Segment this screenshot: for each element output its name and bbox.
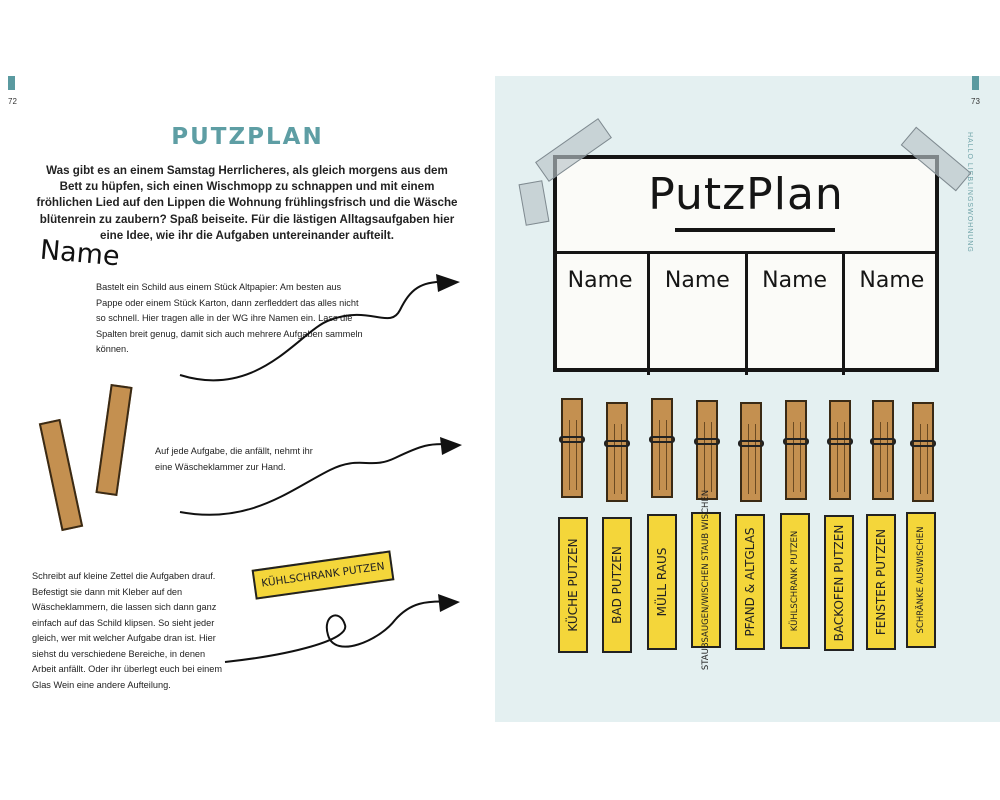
task-slip-label: STAUBSAUGEN/WISCHEN STAUB WISCHEN [701,489,711,671]
task-slip [735,514,765,650]
page-number-right: 73 [971,97,980,106]
task-slip-label: MÜLL RAUS [655,547,669,617]
clothespin [606,402,628,502]
clothespin [785,400,807,500]
column-name-label: Name [567,268,633,293]
task-slip [906,512,936,648]
intro-text: Was gibt es an einem Samstag Herrlicheres, als gleich morgens aus dem Bett zu hüpfen, sich einen Wischmopp zu schnappen und mit einem fröhlichen Lied auf den Lippen die Wohnung frühlingsfrisch und die Wäsche blütenrein zu zaubern? Spaß beiseite. Für die lästigen Alltagsaufgaben hier eine Idee, wie ihr die Aufgaben untereinander aufteilt. [36,164,458,242]
task-slip [866,514,896,650]
task-slip-label: FENSTER PUTZEN [874,528,888,636]
clothespin [829,400,851,500]
clothespin [561,398,583,498]
hand-lettered-name: Name [38,234,121,273]
board-column [845,254,939,375]
putzplan-board [553,155,939,372]
clothespin [912,402,934,502]
step-2-text: Auf jede Aufgabe, die anfällt, nehmt ihr eine Wäscheklammer zur Hand. [155,446,313,472]
column-name-label: Name [762,268,828,293]
board-column [650,254,747,375]
step-1-text: Bastelt ein Schild aus einem Stück Altpapier: Am besten aus Pappe oder einem Stück Karton, dann zerfleddert das alles nicht so schnell. Hier tragen alle in der WG ihre Namen ein. Lass die Spalten breit genug, damit sich auch mehrere Aufgaben sammeln können. [96,282,363,354]
step-3-text: Schreibt auf kleine Zettel die Aufgaben drauf. Befestigt sie dann mit Kleber auf den Wäscheklammern, die lassen sich dann ganz einfach auf das Schild klipsen. So sieht jeder gleich, wer mit welcher Aufgabe dran ist. Hier siehst du verschiedene Bereiche, in denen Arbeit anfällt. Oder ihr überlegt euch bei einem Glas Wein eine andere Aufteilung. [32,571,222,690]
page-title: PUTZPLAN [171,124,324,150]
page-marker-left [8,76,15,90]
task-slip [780,513,810,649]
page-marker-right [972,76,979,90]
task-slip-label: PFAND & ALTGLAS [743,527,757,637]
column-name-label: Name [859,268,925,293]
page-number-left: 72 [8,97,17,106]
task-slip [602,517,632,653]
board-title: PutzPlan [648,169,844,220]
task-slip-label: BACKOFEN PUTZEN [832,524,846,642]
task-slip-label: KÜHLSCHRANK PUTZEN [790,530,800,632]
board-column [748,254,845,375]
clothespin [696,400,718,500]
task-slip-label: SCHRÄNKE AUSWISCHEN [916,526,926,634]
board-title-underline [675,228,835,232]
task-slip-label: KÜCHE PUTZEN [566,538,580,632]
board-name-columns [553,251,939,375]
running-head: HALLO LIEBLINGSWOHNUNG [966,132,973,253]
clothespin [651,398,673,498]
task-slip [691,489,721,671]
clothespin [872,400,894,500]
clothespin [740,402,762,502]
sample-task-slip-label: KÜHLSCHRANK PUTZEN [260,560,386,590]
task-slip [647,514,677,650]
task-slip [824,515,854,651]
task-slip [558,517,588,653]
board-column [553,254,650,375]
column-name-label: Name [664,268,730,293]
task-slip-label: BAD PUTZEN [610,546,624,624]
